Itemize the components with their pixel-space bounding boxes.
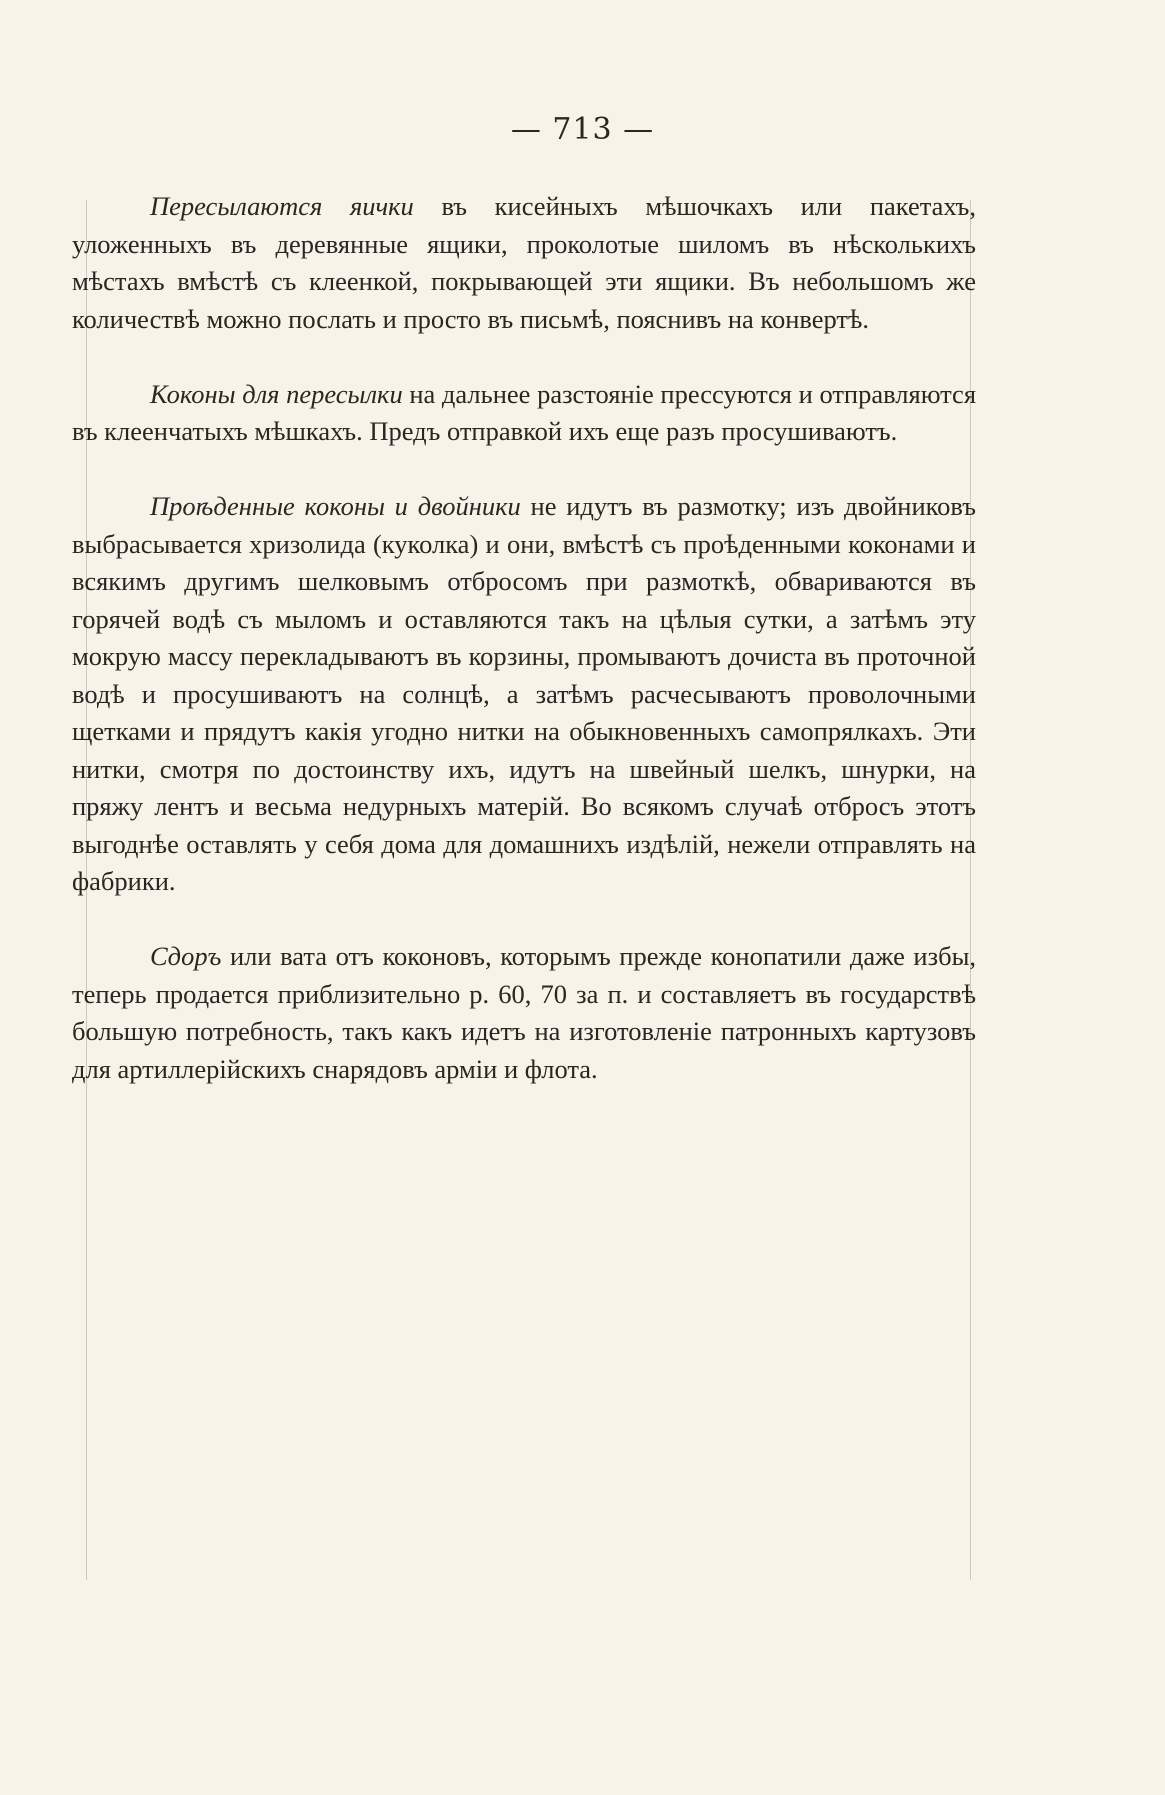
paragraph-cocoons-shipping bbox=[72, 376, 976, 451]
paragraph-lead: Коконы для пересылки bbox=[150, 378, 403, 409]
paragraph-body: въ кисейныхъ мѣшочкахъ или пакетахъ, уложенныхъ въ деревянные ящики, проколотые шиломъ въ нѣсколькихъ мѣстахъ вмѣстѣ съ клеенкой, покрывающей эти ящики. Въ небольшомъ же количествѣ можно послать и просто въ письмѣ, пояснивъ на конвертѣ. bbox=[72, 191, 976, 334]
paragraph-body: или вата отъ коконовъ, которымъ прежде конопатили даже избы, теперь продается приблизительно р. 60, 70 за п. и составляетъ въ государствѣ большую потребность, такъ какъ идетъ на изготовленіе патронныхъ картузовъ для артиллерійскихъ снарядовъ арміи и флота. bbox=[72, 941, 976, 1084]
paragraph-floss bbox=[72, 938, 976, 1088]
paragraph-lead: Проѣденные коконы и двойники bbox=[150, 491, 521, 521]
paragraph-body: на дальнее разстояніе прессуются и отправляются въ клеенчатыхъ мѣшкахъ. Предъ отправкой ихъ еще разъ просушиваютъ. bbox=[72, 378, 977, 446]
paragraph-eggs-shipping bbox=[72, 188, 976, 338]
body-text bbox=[72, 188, 976, 1088]
paragraph-body: не идутъ въ размотку; изъ двойниковъ выбрасывается хризолида (куколка) и они, вмѣстѣ съ проѣденными коконами и всякимъ другимъ шелковымъ отбросомъ при размоткѣ, обвариваются въ горячей водѣ съ мыломъ и оставляются такъ на цѣлыя сутки, а затѣмъ эту мокрую массу перекладываютъ въ корзины, промываютъ дочиста въ проточной водѣ и просушиваютъ на солнцѣ, а затѣмъ расчесываютъ проволочными щетками и прядутъ какія угодно нитки на обыкновенныхъ самопрялкахъ. Эти нитки, смотря по достоинству ихъ, идутъ на швейный шелкъ, шнурки, на пряжу лентъ и весьма недурныхъ матерій. Во всякомъ случаѣ отбросъ этотъ выгоднѣе оставлять у себя дома для домашнихъ издѣлій, нежели отправлять на фабрики. bbox=[72, 491, 976, 896]
paragraph-lead: Пересылаются яички bbox=[150, 191, 414, 221]
page-number: — 713 — bbox=[510, 112, 655, 147]
paragraph-pierced-cocoons bbox=[72, 488, 976, 901]
paragraph-lead: Сдоръ bbox=[150, 941, 222, 971]
